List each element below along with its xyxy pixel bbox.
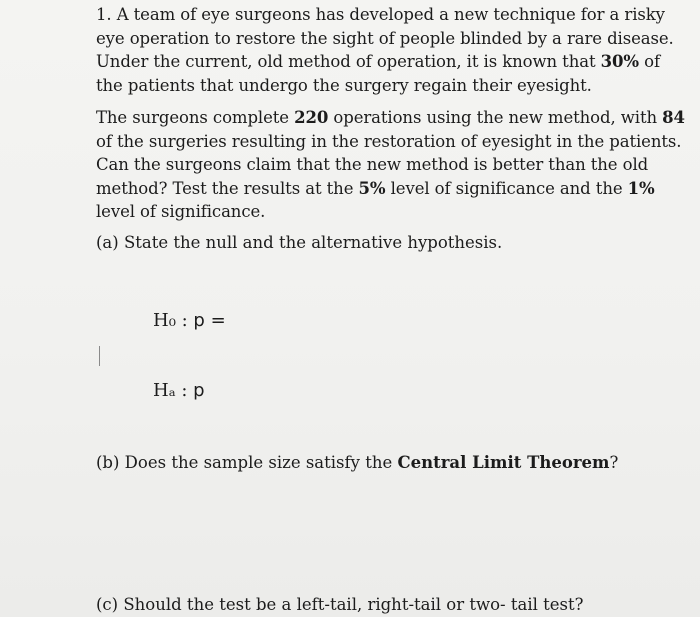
success-rate-old: 30%	[600, 52, 639, 71]
null-hypothesis-expr: p =	[193, 310, 226, 331]
significance-5: 5%	[358, 178, 386, 198]
part-b-suffix: ?	[609, 453, 619, 472]
null-hypothesis-label: H₀ :	[153, 310, 194, 331]
part-b-prefix: (b) Does the sample size satisfy the	[96, 453, 398, 472]
details-line-5: level of significance.	[96, 202, 266, 221]
significance-1: 1%	[627, 178, 655, 198]
intro-line-3-text: Under the current, old method of operation, it is known that	[96, 52, 601, 71]
alternative-hypothesis[interactable]	[153, 380, 205, 401]
intro-line-4: the patients that undergo the surgery regain their eyesight.	[96, 75, 592, 95]
question-details	[96, 106, 685, 224]
details-line-4-c: level of significance and the	[385, 178, 628, 198]
text-cursor-mark	[99, 346, 100, 366]
question-intro	[96, 3, 676, 97]
intro-line-3-end: of	[638, 52, 660, 71]
details-line-2: of the surgeries resulting in the restoration of eyesight in the patients.	[96, 131, 682, 151]
part-a-prompt: (a) State the null and the alternative hypothesis.	[96, 233, 503, 252]
central-limit-theorem: Central Limit Theorem	[397, 453, 610, 472]
part-b-prompt	[96, 453, 618, 472]
details-line-1	[96, 106, 685, 130]
successes-count: 84	[662, 108, 685, 127]
operations-count: 220	[294, 108, 329, 127]
intro-line-2: eye operation to restore the sight of people blinded by a rare disease.	[96, 28, 674, 48]
details-line-4-a: method? Test the results at the	[96, 178, 359, 198]
details-line-4	[96, 177, 676, 201]
details-line-1-c: operations using the new method, with	[328, 108, 663, 127]
alt-hypothesis-label: Hₐ :	[153, 380, 194, 401]
details-line-3: Can the surgeons claim that the new method is better than the old	[96, 155, 649, 174]
intro-line-3	[96, 50, 676, 74]
intro-line-1: 1. A team of eye surgeons has developed a new technique for a risky	[96, 5, 665, 24]
details-line-1-a: The surgeons complete	[96, 108, 295, 127]
alt-hypothesis-expr: p	[193, 380, 205, 401]
null-hypothesis[interactable]	[153, 310, 226, 331]
part-c-prompt: (c) Should the test be a left-tail, right-tail or two- tail test?	[96, 595, 584, 614]
